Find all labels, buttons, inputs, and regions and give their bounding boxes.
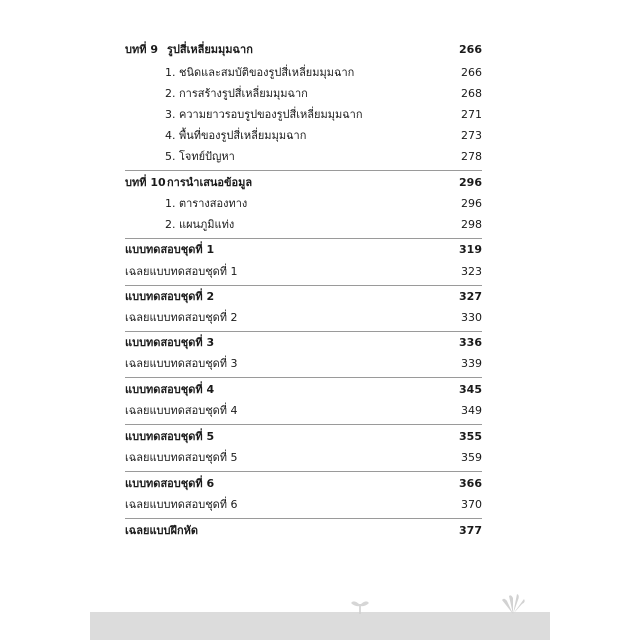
divider bbox=[125, 331, 482, 332]
toc-item-label: 2. แผนภูมิแท่ง bbox=[165, 218, 235, 231]
answer-title: เฉลยแบบทดสอบชุดที่ 5 bbox=[125, 451, 238, 464]
test-title: แบบทดสอบชุดที่ 4 bbox=[125, 383, 215, 396]
final-title: เฉลยแบบฝึกหัด bbox=[125, 524, 198, 537]
chapter-heading bbox=[125, 40, 253, 60]
toc-item bbox=[165, 215, 482, 235]
test-title: แบบทดสอบชุดที่ 6 bbox=[125, 477, 215, 490]
toc-item-label: 5. โจทย์ปัญหา bbox=[165, 150, 235, 163]
toc-item bbox=[165, 194, 482, 214]
page-number: 296 bbox=[459, 176, 482, 189]
divider bbox=[125, 518, 482, 519]
page-number: 377 bbox=[459, 524, 482, 537]
answer-title: เฉลยแบบทดสอบชุดที่ 2 bbox=[125, 311, 238, 324]
page-number: 345 bbox=[459, 383, 482, 396]
answer-title: เฉลยแบบทดสอบชุดที่ 3 bbox=[125, 357, 238, 370]
page-number: 271 bbox=[461, 108, 482, 121]
test-title: แบบทดสอบชุดที่ 1 bbox=[125, 243, 215, 256]
page-number: 266 bbox=[459, 43, 482, 56]
toc-answer-6 bbox=[125, 495, 482, 515]
divider bbox=[125, 170, 482, 171]
chapter-heading bbox=[125, 173, 252, 193]
page-number: 359 bbox=[461, 451, 482, 464]
page-number: 268 bbox=[461, 87, 482, 100]
test-title: แบบทดสอบชุดที่ 5 bbox=[125, 430, 215, 443]
page-number: 366 bbox=[459, 477, 482, 490]
page-number: 336 bbox=[459, 336, 482, 349]
toc-answer-1 bbox=[125, 262, 482, 282]
chapter-title: การนำเสนอข้อมูล bbox=[167, 176, 253, 189]
test-title: แบบทดสอบชุดที่ 3 bbox=[125, 336, 215, 349]
toc-item bbox=[165, 147, 482, 167]
toc-answer-3 bbox=[125, 354, 482, 374]
divider bbox=[125, 424, 482, 425]
answer-title: เฉลยแบบทดสอบชุดที่ 6 bbox=[125, 498, 238, 511]
page-number: 339 bbox=[461, 357, 482, 370]
toc-item-label: 3. ความยาวรอบรูปของรูปสี่เหลี่ยมมุมฉาก bbox=[165, 108, 363, 121]
footer-band bbox=[90, 612, 550, 640]
chapter-number: บทที่ 9 bbox=[125, 43, 158, 56]
chapter-number: บทที่ 10 bbox=[125, 176, 166, 189]
page-number: 266 bbox=[461, 66, 482, 79]
page-number: 349 bbox=[461, 404, 482, 417]
toc-chapter-9 bbox=[125, 40, 482, 60]
toc-item bbox=[165, 84, 482, 104]
answer-title: เฉลยแบบทดสอบชุดที่ 1 bbox=[125, 265, 238, 278]
chapter-title: รูปสี่เหลี่ยมมุมฉาก bbox=[167, 43, 253, 56]
toc-test-4 bbox=[125, 380, 482, 400]
divider bbox=[125, 471, 482, 472]
toc-test-3 bbox=[125, 333, 482, 353]
page-number: 370 bbox=[461, 498, 482, 511]
toc-test-2 bbox=[125, 287, 482, 307]
toc-exercise-answers bbox=[125, 521, 482, 541]
page-number: 327 bbox=[459, 290, 482, 303]
toc-test-1 bbox=[125, 240, 482, 260]
toc-item-label: 1. ตารางสองทาง bbox=[165, 197, 248, 210]
divider bbox=[125, 285, 482, 286]
page-number: 355 bbox=[459, 430, 482, 443]
toc-item-label: 2. การสร้างรูปสี่เหลี่ยมมุมฉาก bbox=[165, 87, 308, 100]
page-number: 273 bbox=[461, 129, 482, 142]
page-number: 278 bbox=[461, 150, 482, 163]
toc-item-label: 4. พื้นที่ของรูปสี่เหลี่ยมมุมฉาก bbox=[165, 129, 307, 142]
page-number: 330 bbox=[461, 311, 482, 324]
toc-item-label: 1. ชนิดและสมบัติของรูปสี่เหลี่ยมมุมฉาก bbox=[165, 66, 355, 79]
toc-answer-2 bbox=[125, 308, 482, 328]
page-number: 298 bbox=[461, 218, 482, 231]
divider bbox=[125, 377, 482, 378]
toc-chapter-10 bbox=[125, 173, 482, 193]
toc-answer-5 bbox=[125, 448, 482, 468]
page-number: 323 bbox=[461, 265, 482, 278]
toc-item bbox=[165, 126, 482, 146]
divider bbox=[125, 238, 482, 239]
page-number: 319 bbox=[459, 243, 482, 256]
toc-item bbox=[165, 105, 482, 125]
page-number: 296 bbox=[461, 197, 482, 210]
sprout-icon bbox=[348, 596, 372, 614]
grass-tuft-icon bbox=[498, 590, 528, 614]
answer-title: เฉลยแบบทดสอบชุดที่ 4 bbox=[125, 404, 238, 417]
toc-answer-4 bbox=[125, 401, 482, 421]
toc-test-5 bbox=[125, 427, 482, 447]
toc-item bbox=[165, 63, 482, 83]
test-title: แบบทดสอบชุดที่ 2 bbox=[125, 290, 215, 303]
toc-test-6 bbox=[125, 474, 482, 494]
